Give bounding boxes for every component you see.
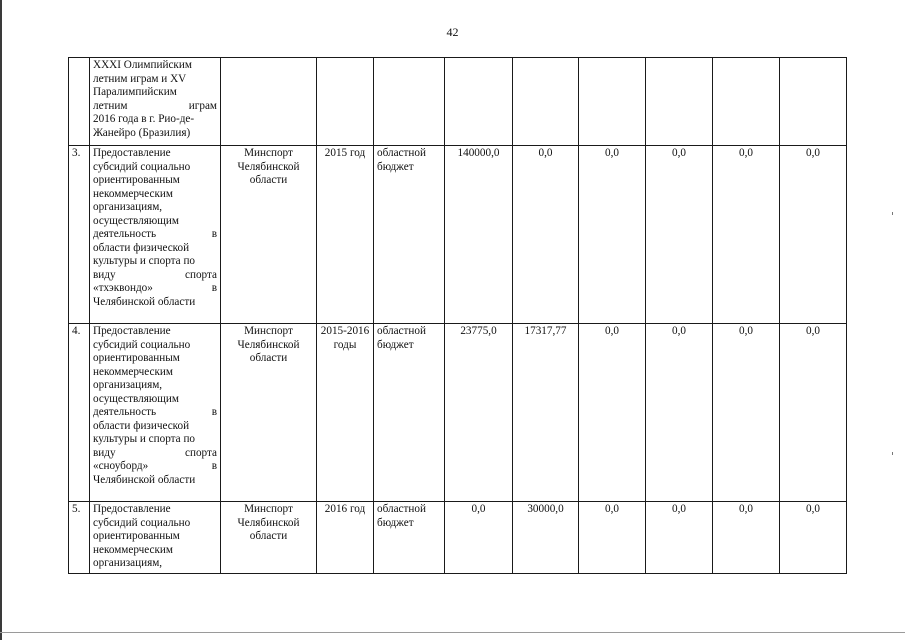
amount-cell: 0,0 [579,502,646,574]
measure-name-line: Челябинской области [93,295,196,308]
amount-cell: 30000,0 [513,502,579,574]
measure-name-line: субсидий социально [93,160,191,173]
amount-cell: 0,0 [513,146,579,324]
funding-source-cell: областной бюджет [374,324,445,502]
funding-source-cell [374,58,445,146]
amount-cell [713,58,780,146]
executor-cell [221,58,317,146]
measure-name-line: летним играм и XV [93,72,187,85]
measure-name-line: Челябинской области [93,473,196,486]
term-cell [317,58,374,146]
measure-name-cell [90,146,221,324]
scan-bottom-edge [0,632,905,633]
measure-name-line: области физической [93,419,190,432]
measure-name-line: области физической [93,241,190,254]
page-number: 42 [446,25,459,39]
measure-name-line: ориентированным [93,530,180,542]
measure-name-cell [90,324,221,502]
executor-cell: Минспорт Челябинской области [221,324,317,502]
measure-name-line: летним играм [93,99,217,112]
term-cell: 2016 год [317,502,374,574]
measure-name-line: некоммерческим [93,365,173,378]
amount-cell [579,58,646,146]
measure-name-line: XXXI Олимпийским [93,59,192,71]
funding-source-cell: областной бюджет [374,146,445,324]
term-cell: 2015 год [317,146,374,324]
amount-cell: 0,0 [780,146,847,324]
amount-cell: 23775,0 [445,324,513,502]
amount-cell: 17317,77 [513,324,579,502]
measure-name-cell [90,502,221,574]
amount-cell: 0,0 [713,146,780,324]
amount-cell [646,58,713,146]
measure-name-line: деятельность в [93,406,217,418]
amount-cell [445,58,513,146]
measures-table [68,57,847,574]
measure-name-line: Предоставление [93,503,171,515]
row-number [69,58,90,146]
amount-cell: 0,0 [780,502,847,574]
measure-name-line: виду спорта [93,268,217,281]
measure-name-line: организациям, [93,201,163,213]
measure-name-line: культуры и спорта по [93,255,196,267]
measure-name-line: виду спорта [93,446,217,459]
amount-cell: 0,0 [780,324,847,502]
measure-name-line: организациям, [93,379,163,391]
measure-name-line: культуры и спорта по [93,433,196,445]
amount-cell [513,58,579,146]
measure-name-line: некоммерческим [93,187,173,200]
table-row [69,146,847,324]
term-cell: 2015-2016 годы [317,324,374,502]
amount-cell: 0,0 [646,324,713,502]
measure-name-line: ориентированным [93,174,180,186]
table-row [69,324,847,502]
executor-cell: Минспорт Челябинской области [221,146,317,324]
measure-name-line: Предоставление [93,147,171,159]
margin-tick [892,452,893,455]
measure-name-line: Предоставление [93,325,171,337]
measure-name-line: деятельность в [93,228,217,240]
amount-cell: 0,0 [713,324,780,502]
measure-name-line: 2016 года в г. Рио-де- [93,113,195,125]
row-number: 5. [69,502,90,574]
amount-cell: 0,0 [646,502,713,574]
margin-tick [892,212,893,215]
amount-cell: 0,0 [579,146,646,324]
amount-cell: 140000,0 [445,146,513,324]
measure-name-line: субсидий социально [93,338,191,351]
measure-name-line: организациям, [93,557,163,569]
table-row [69,58,847,146]
amount-cell: 0,0 [646,146,713,324]
measure-name-line: «сноуборд» в [93,460,217,472]
table-body [69,58,847,574]
amount-cell: 0,0 [713,502,780,574]
executor-cell: Минспорт Челябинской области [221,502,317,574]
measure-name-line: некоммерческим [93,543,173,556]
amount-cell: 0,0 [445,502,513,574]
row-number: 4. [69,324,90,502]
row-number: 3. [69,146,90,324]
measure-name-line: «тхэквондо» в [93,282,217,294]
table-row [69,502,847,574]
measure-name-cell [90,58,221,146]
measure-name-line: осуществляющим [93,214,179,227]
funding-source-cell: областной бюджет [374,502,445,574]
amount-cell: 0,0 [579,324,646,502]
measure-name-line: субсидий социально [93,516,191,529]
measure-name-line: осуществляющим [93,392,179,405]
measure-name-line: Жанейро (Бразилия) [93,126,191,139]
measure-name-line: ориентированным [93,352,180,364]
amount-cell [780,58,847,146]
scan-left-edge [0,0,2,640]
measure-name-line: Паралимпийским [93,86,177,98]
